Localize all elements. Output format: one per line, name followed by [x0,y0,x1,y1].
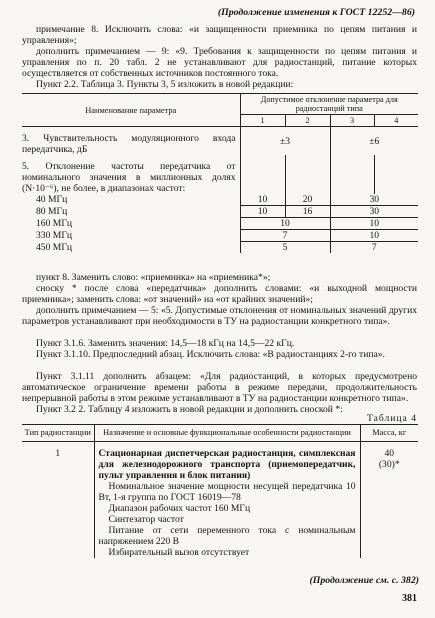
continuation-note: (Продолжение см. с. 382) [309,575,419,586]
table3-item3-types34: ±6 [330,127,418,156]
row-value-34: 30 [330,206,418,218]
row-label: 160 МГц [36,218,72,229]
mid-paragraph-4: Пункт 3.1.6. Заменить значения: 14,5—18 кГц на 14,5—22 кГц. [36,338,295,349]
table4-header-purpose: Назначение и основные функциональные особенности радиостанции [94,425,360,442]
table-4 [22,424,418,558]
table-row [22,441,418,558]
table4-row-line: Номинальное значение мощности несущей передатчика 10 Вт, 1-я группа по ГОСТ 16019—78 [98,480,356,503]
table4-row-line: Питание от сети переменного тока с номинальным напряжением 220 В [98,524,356,547]
table3-header-deviation: Допустимое отклонение параметра для радиостанций типа [240,94,418,115]
row-value-34: 7 [330,242,418,254]
table4-row-line: Диапазон рабочих частот 160 МГц [108,502,251,514]
table4-row-title: Стационарная диспетчерская радиостанция, симплексная для железнодорожного транспорта (приемопередатчик, пульт управления и блок питания) [98,447,356,481]
table3-col-3: 3 [330,115,374,127]
row-value-12: 10 [240,218,330,230]
table4-row-line: Синтезатор частот [108,513,184,525]
intro-paragraph-3: Пункт 2.2. Таблица 3. Пункты 3, 5 изложить в новой редакции: [36,79,294,90]
page-number: 381 [402,593,417,604]
intro-paragraph-2: дополнить примечанием — 9: «9. Требования к защищенности по цепям питания и управления по п. 20 табл. 2 не устанавливают для радиостанций, питание которых осуществляется от собственных источников постоянного тока. [22,46,417,79]
row-value-2: 20 [285,194,330,206]
mid-paragraph-5: Пункт 3.1.10. Предпоследний абзац. Исключить слова: «В радиостанциях 2-го типа». [36,349,385,360]
table3-header-param: Наименование параметра [22,94,240,127]
table3-col-4: 4 [374,115,418,127]
row-value-12: 7 [240,230,330,242]
mid-paragraph-1: пункт 8. Заменить слово: «приемника» на «приемника*»; [36,272,271,283]
row-label: 330 МГц [36,230,72,241]
table-row [22,242,418,254]
row-label: 40 МГц [36,194,68,206]
row-value-34: 10 [330,218,418,230]
row-label: 450 МГц [36,241,72,253]
table4-type-value: 1 [55,447,61,459]
table4-mass-value: 40 [384,447,395,459]
table4-mass-alt: (30)* [378,458,400,470]
mid-paragraph-3: дополнить примечанием — 5: «5. Допустимые отклонения от номинальных значений других параметров устанавливают при необходимости в ТУ на радиостанции конкретного типа». [22,305,417,327]
table3-col-2: 2 [285,115,330,127]
running-header: (Продолжение изменения к ГОСТ 12252—86) [217,7,415,18]
mid-paragraph-2: сноску * после слова «передатчика» дополнить словами: «и выходной мощности приемника»; заменить слова: «от значений» на «от крайних значений»; [22,283,417,305]
table3-item-5: 5. Отклонение частоты передатчика от номинального значения в миллионных долях (N·10⁻⁶), не более, в диапазонах частот: [22,161,236,194]
table-row [22,206,418,218]
row-value-1: 10 [240,194,285,206]
table3-col-1: 1 [240,115,285,127]
table4-header-type: Тип радиостанции [22,425,94,442]
mid-paragraph-7: Пункт 3.2 2. Таблицу 4 изложить в новой редакции и дополнить сноской *: [36,404,343,415]
row-value-34: 10 [330,230,418,242]
row-value-2: 16 [285,206,330,218]
table3-item-3: 3. Чувствительность модуляционного входа передатчика, дБ [22,133,236,155]
row-value-1: 10 [240,206,285,218]
table4-row-line: Избирательный вызов отсутствует [108,546,250,558]
table-row [22,194,418,206]
table-3 [22,93,418,253]
row-value-34: 30 [330,194,418,206]
table4-caption: Таблица 4 [366,413,417,424]
intro-paragraph-1: примечание 8. Исключить слова: «и защищенности приемника по цепям питания и управления»; [22,24,417,46]
table3-item3-types12: ±3 [240,127,330,156]
row-value-12: 5 [240,242,330,254]
table-row [22,218,418,230]
table-row [22,230,418,242]
mid-paragraph-6: Пункт 3.1.11 дополнить абзацем: «Для радиостанций, в которых предусмотрено автоматическое ограничение времени работы в режиме передачи, продолжительность непрерывной работы в этом режиме устанавливают в ТУ на радиостанции конкретного типа». [22,371,417,404]
table4-header-mass: Масса, кг [360,425,418,442]
row-label: 80 МГц [36,206,68,217]
